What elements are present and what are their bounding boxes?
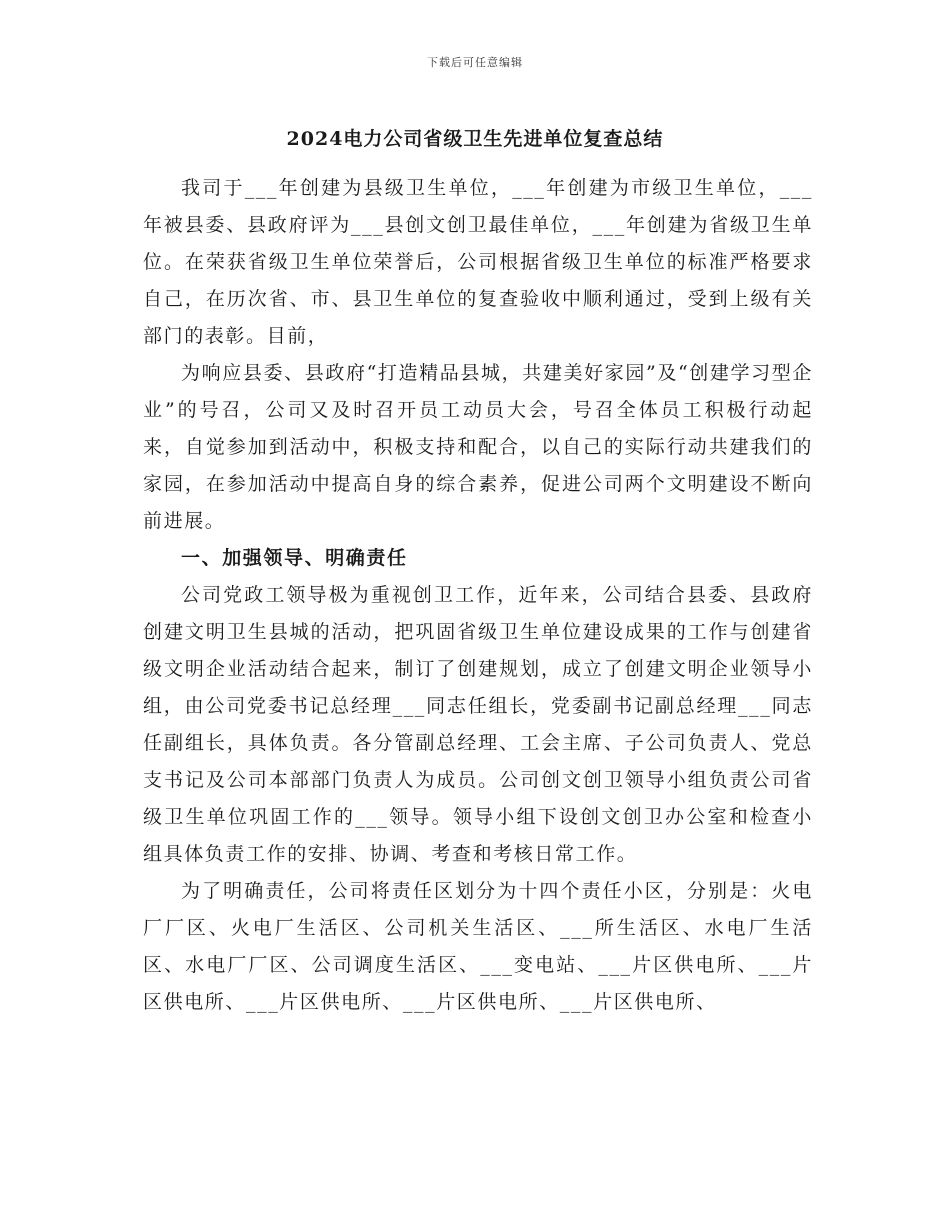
section-1-paragraph-1: 公司党政工领导极为重视创卫工作，近年来，公司结合县委、县政府创建文明卫生县城的活动，把巩固省级卫生单位建设成果的工作与创建省级文明企业活动结合起来，制订了创建规划，成立了创建文明企业领导小组，由公司党委书记总经理___同志任组长，党委副书记副总经理___同志任副组长，具体负责。各分管副总经理、工会主席、子公司负责人、党总支书记及公司本部部门负责人为成员。公司创文创卫领导小组负责公司省级卫生单位巩固工作的___领导。领导小组下设创文创卫办公室和检查小组具体负责工作的安排、协调、考查和考核日常工作。 [143,584,813,865]
intro-paragraph-1: 我司于___年创建为县级卫生单位，___年创建为市级卫生单位，___年被县委、县政府评为___县创文创卫最佳单位，___年创建为省级卫生单位。在荣获省级卫生单位荣誉后，公司根据省级卫生单位的标准严格要求自己，在历次省、市、县卫生单位的复查验收中顺利通过，受到上级有关部门的表彰。目前， [143,177,813,347]
intro-paragraph-2: 为响应县委、县政府“打造精品县城，共建美好家园”及“创建学习型企业”的号召，公司又及时召开员工动员大会，号召全体员工积极行动起来，自觉参加到活动中，积极支持和配合，以自己的实际行动共建我们的家园，在参加活动中提高自身的综合素养，促进公司两个文明建设不断向前进展。 [143,362,813,532]
document-title: 2024电力公司省级卫生先进单位复查总结 [286,128,664,150]
section-1-paragraph-2: 为了明确责任，公司将责任区划分为十四个责任小区，分别是：火电厂厂区、火电厂生活区、公司机关生活区、___所生活区、水电厂生活区、水电厂厂区、公司调度生活区、___变电站、___片区供电所、___片区供电所、___片区供电所、___片区供电所、___片区供电所、 [143,880,813,1013]
section-1-heading: 一、加强领导、明确责任 [181,547,408,569]
page-header-note: 下载后可任意编辑 [427,56,523,69]
document-body [143,170,813,1021]
